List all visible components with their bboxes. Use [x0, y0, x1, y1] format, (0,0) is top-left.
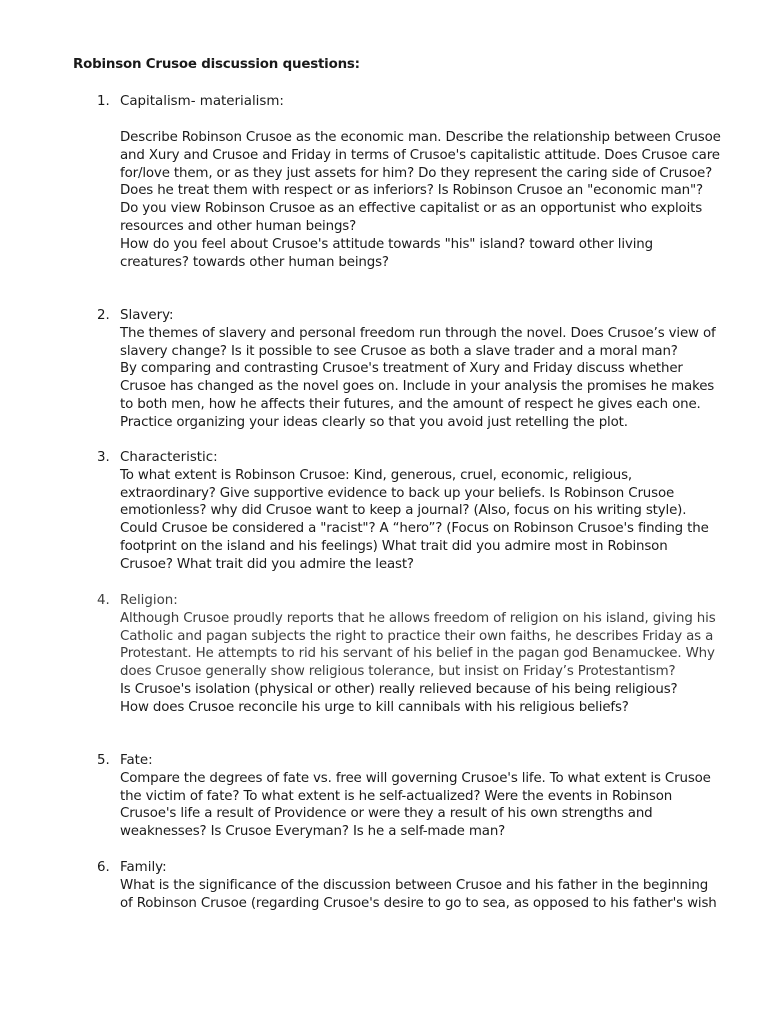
question-heading: Fate: — [120, 753, 153, 768]
body-line: Does he treat them with respect or as inferiors? Is Robinson Crusoe an "economic man"? — [120, 183, 703, 199]
body-line: footprint on the island and his feelings) What trait did you admire most in Robinson — [120, 538, 668, 554]
question-number: 5. — [97, 753, 110, 768]
body-line: slavery change? Is it possible to see Crusoe as both a slave trader and a moral man? — [120, 343, 678, 359]
body-line: Could Crusoe be considered a "racist"? A “hero”? (Focus on Robinson Crusoe's finding the — [120, 521, 709, 537]
question-number: 3. — [97, 450, 110, 465]
question-heading: Capitalism- materialism: — [120, 94, 284, 109]
body-line: Practice organizing your ideas clearly so that you avoid just retelling the plot. — [120, 414, 628, 430]
body-line: weaknesses? Is Crusoe Everyman? Is he a self-made man? — [120, 824, 506, 840]
question-heading: Religion: — [120, 593, 178, 608]
question-number: 1. — [97, 94, 110, 109]
body-line: Is Crusoe's isolation (physical or other) really relieved because of his being religious? — [120, 681, 678, 697]
body-line: How do you feel about Crusoe's attitude towards "his" island? toward other living — [120, 236, 653, 252]
body-line: and Xury and Crusoe and Friday in terms of Crusoe's capitalistic attitude. Does Crusoe care — [120, 147, 720, 163]
body-line: What is the significance of the discussion between Crusoe and his father in the beginning — [120, 877, 709, 893]
question-body — [120, 325, 716, 432]
body-line: extraordinary? Give supportive evidence to back up your beliefs. Is Robinson Crusoe — [120, 485, 675, 501]
body-line: does Crusoe generally show religious tolerance, but insist on Friday’s Protestantism? — [120, 664, 676, 680]
body-line: How does Crusoe reconcile his urge to kill cannibals with his religious beliefs? — [120, 699, 629, 715]
body-line: To what extent is Robinson Crusoe: Kind, generous, cruel, economic, religious, — [120, 467, 633, 483]
question-body — [120, 610, 716, 717]
question-number: 4. — [97, 593, 110, 608]
body-line: The themes of slavery and personal freedom run through the novel. Does Crusoe’s view of — [120, 325, 716, 341]
question-number: 2. — [97, 308, 110, 323]
body-line: By comparing and contrasting Crusoe's treatment of Xury and Friday discuss whether — [120, 361, 683, 377]
question-body — [120, 467, 709, 574]
body-line: Crusoe's life a result of Providence or were they a result of his own strengths and — [120, 806, 653, 822]
body-line: for/love them, or as they just assets for him? Do they represent the caring side of Crusoe? — [120, 165, 713, 181]
body-line: emotionless? why did Crusoe want to keep a journal? (Also, focus on his writing style). — [120, 503, 687, 519]
body-line: to both men, how he affects their futures, and the amount of respect he gives each one. — [120, 396, 701, 412]
question-body — [120, 770, 711, 841]
question-body — [120, 129, 721, 271]
question-heading: Characteristic: — [120, 450, 218, 465]
question-number: 6. — [97, 860, 110, 875]
body-line: Compare the degrees of fate vs. free will governing Crusoe's life. To what extent is Crusoe — [120, 770, 711, 786]
question-heading: Slavery: — [120, 308, 174, 323]
body-line: resources and other human beings? — [120, 218, 357, 234]
body-line: Crusoe? What trait did you admire the least? — [120, 556, 414, 572]
document-title: Robinson Crusoe discussion questions: — [73, 57, 360, 72]
question-body — [120, 877, 717, 913]
body-line: of Robinson Crusoe (regarding Crusoe's desire to go to sea, as opposed to his father's wish — [120, 895, 717, 911]
body-line: Crusoe has changed as the novel goes on. Include in your analysis the promises he makes — [120, 379, 715, 395]
body-line: the victim of fate? To what extent is he self-actualized? Were the events in Robinson — [120, 788, 673, 804]
body-line: Although Crusoe proudly reports that he allows freedom of religion on his island, giving his — [120, 610, 716, 626]
body-line: Describe Robinson Crusoe as the economic man. Describe the relationship between Crusoe — [120, 130, 721, 145]
body-line: creatures? towards other human beings? — [120, 254, 389, 270]
body-line: Protestant. He attempts to rid his servant of his belief in the pagan god Benamuckee. Why — [120, 646, 715, 662]
body-line: Catholic and pagan subjects the right to practice their own faiths, he describes Friday as a — [120, 628, 714, 644]
body-line: Do you view Robinson Crusoe as an effective capitalist or as an opportunist who exploits — [120, 201, 703, 217]
question-heading: Family: — [120, 860, 167, 875]
